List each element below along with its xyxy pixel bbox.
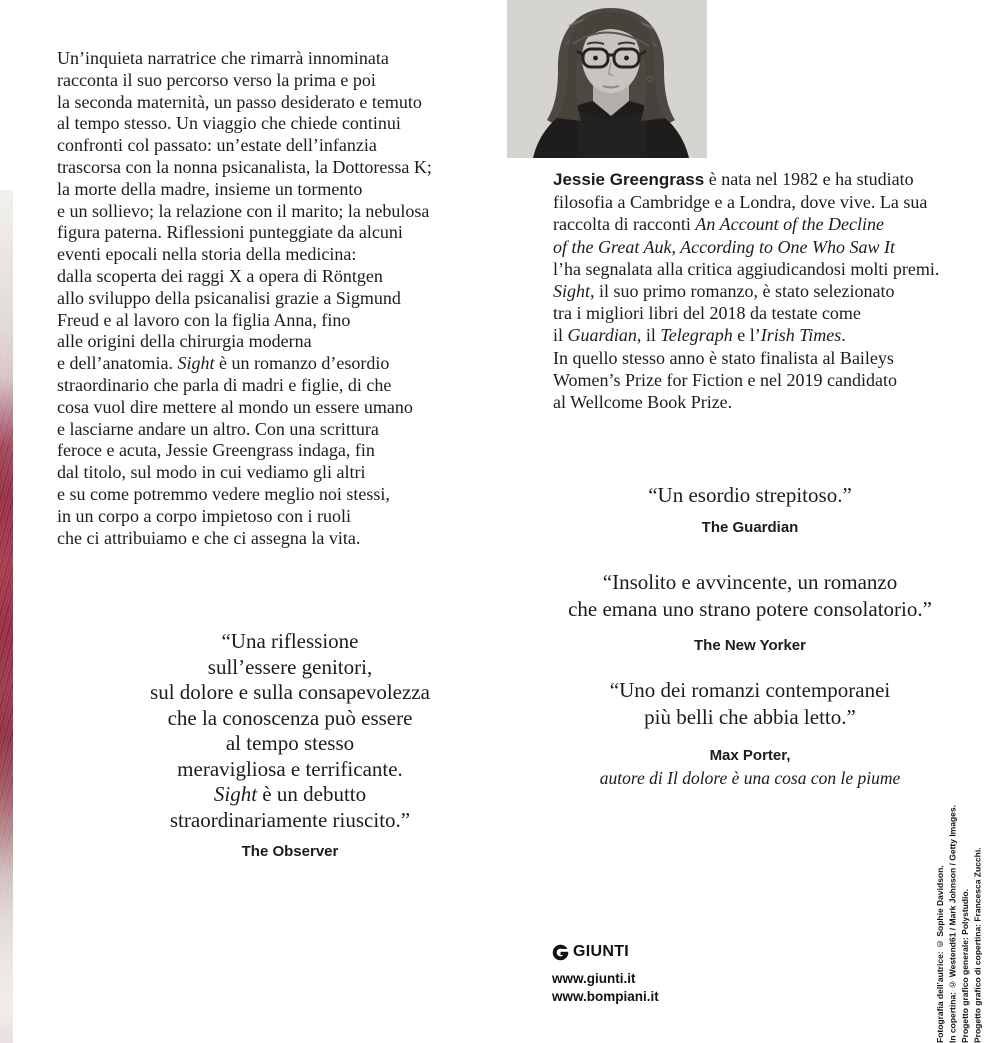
publisher-block [552, 943, 659, 1006]
giunti-logo [552, 943, 659, 961]
review-attribution-guardian: The Guardian [701, 519, 799, 536]
author-bio: Jessie Greengrass è nata nel 1982 e ha studiato filosofia a Cambridge e a Londra, dove vive. La sua raccolta di racconti An Account of the Decline of the Great Auk, According to One Who Saw It l’ha segnalata alla critica aggiudicandosi molti premi. Sight, il suo primo romanzo, è stato selezionato tra i migliori libri del 2018 da testate come il Guardian, il Telegraph e l’Irish Times. In quello stesso anno è stato finalista al Baileys Women’s Prize for Fiction e nel 2019 candidato al Wellcome Book Prize. [553, 169, 940, 413]
giunti-wordmark: GIUNTI [573, 943, 630, 960]
review-quote-guardian: “Un esordio strepitoso.” [648, 483, 852, 507]
website-giunti: www.giunti.it [552, 971, 636, 986]
observer-quote: “Una riflessione sull’essere genitori, sul dolore e sulla consapevolezza che la conoscenza può essere al tempo stesso meravigliosa e terrificante. Sight è un debutto straordinariamente riuscito.” [150, 629, 430, 832]
review-quote-max-porter: “Uno dei romanzi contemporanei più belli che abbia letto.” [609, 678, 891, 729]
review-attribution-subtitle: autore di Il dolore è una cosa con le piume [599, 768, 901, 788]
synopsis-text: Un’inquieta narratrice che rimarrà innominata racconta il suo percorso verso la prima e poi la seconda maternità, un passo desiderato e temuto al tempo stesso. Un viaggio che chiede continui confronti col passato: un’estate dell’infanzia trascorsa con la nonna psicanalista, la Dottoressa K; la morte della madre, insieme un tormento e un sollievo; la relazione con il marito; la nebulosa figura paterna. Riflessioni punteggiate da alcuni eventi epocali nella storia della medicina: dalla scoperta dei raggi X a opera di Röntgen allo sviluppo della psicanalisi grazie a Sigmund Freud e al lavoro con la figlia Anna, fino alle origini della chirurgia moderna e dell’anatomia. Sight è un romanzo d’esordio straordinario che parla di madri e figlie, di che cosa vuol dire mettere al mondo un essere umano e lasciarne andare un altro. Con una scrittura feroce e acuta, Jessie Greengrass indaga, fin dal titolo, sul modo in cui vediamo gli altri e su come potremmo vedere meglio noi stessi, in un corpo a corpo impietoso con i ruoli che ci attribuiamo e che ci assegna la vita. [57, 48, 432, 548]
author-portrait-image [507, 0, 707, 158]
observer-quote-block [75, 629, 505, 862]
observer-attribution: The Observer [241, 843, 339, 860]
review-quote-new-yorker: “Insolito e avvincente, un romanzo che emana uno strano potere consolatorio.” [568, 570, 932, 621]
feather-cover-strip-image [0, 190, 13, 1043]
review-quotes [540, 482, 960, 789]
review-attribution-max-porter: Max Porter, [709, 747, 791, 764]
author-photo [507, 0, 707, 158]
website-bompiani: www.bompiani.it [552, 989, 659, 1004]
review-attribution-new-yorker: The New Yorker [694, 637, 806, 654]
giunti-g-icon [552, 944, 569, 961]
photo-credits: Fotografia dell’autrice: © Sophie Davidson. In copertina: © Westend61 / Mark Johnson / Getty Images. Progetto grafico generale: Polystudio. Progetto grafico di copertina: Francesca Zucchi. [935, 805, 983, 1043]
